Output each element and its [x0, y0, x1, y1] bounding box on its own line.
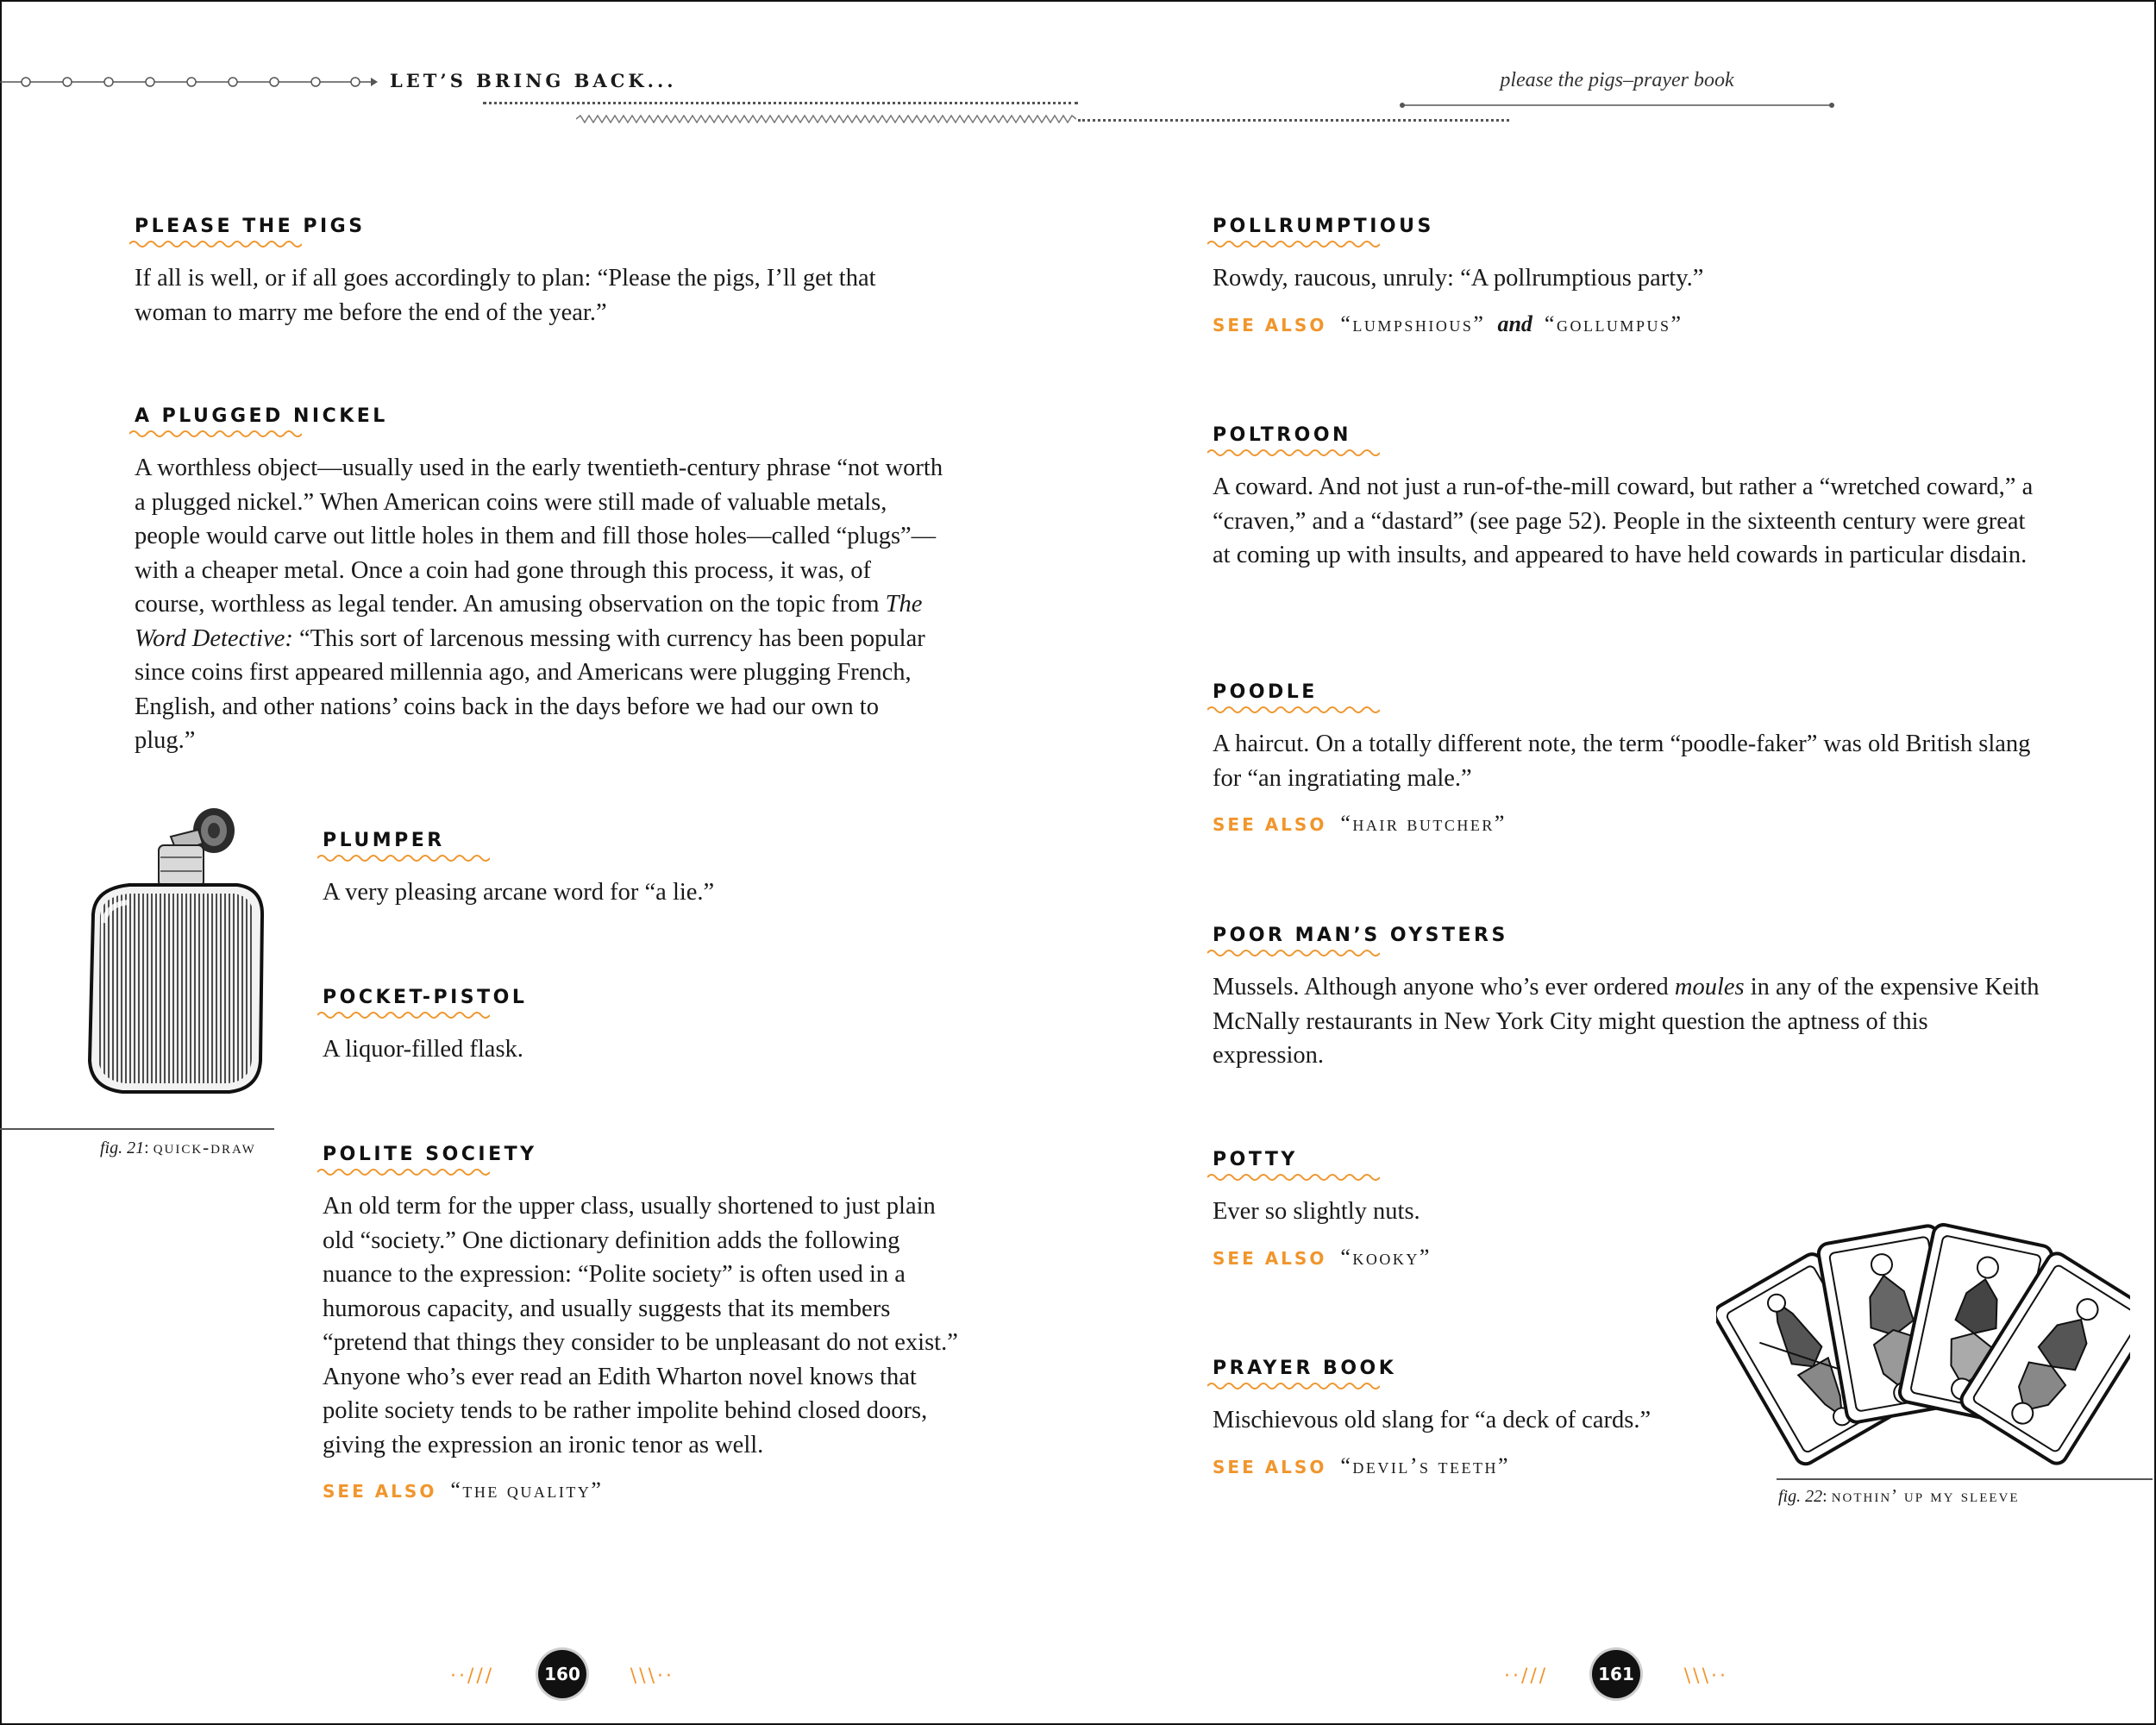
entry-poodle	[1213, 681, 2040, 837]
entry-definition: A worthless object—usually used in the early twentieth-century phrase “not worth a plugged nickel.” When American coins were still made of valuable metals, people would carve out little holes in them and fill those holes—called “plugs”—with a cheaper metal. Once a coin had gone through this process, it was, of course, worthless as legal tender. An amusing observation on the topic from The Word Detective: “This sort of larcenous messing with currency has been popular since coins first appeared millennia ago, and Americans were plugging French, English, and other nations’ coins back in the days before we had our own to plug.”	[135, 455, 943, 754]
entry-definition: A haircut. On a totally different note, the term “poodle-faker” was old British slang for “an ingratiating male.”	[1213, 731, 2031, 792]
see-also-link[interactable]: “the quality”	[450, 1477, 604, 1502]
entry-term: POCKET-PISTOL	[323, 987, 527, 1020]
entry-pocket-pistol	[323, 987, 961, 1067]
entry-a-plugged-nickel	[135, 405, 945, 758]
page-number-badge: 161	[1592, 1650, 1640, 1698]
italic-word: moules	[1674, 974, 1745, 1000]
entry-plumper	[323, 830, 961, 910]
running-head-left: LET’S BRING BACK...	[390, 70, 677, 91]
wavy-underline	[1207, 948, 1380, 958]
chain-ornament	[0, 69, 379, 95]
see-also	[1213, 1245, 1730, 1271]
see-also-link[interactable]: “hair butcher”	[1340, 811, 1507, 836]
entry-definition: A very pleasing arcane word for “a lie.”	[323, 879, 715, 906]
folio-ornament: ··///	[450, 1665, 495, 1687]
see-also-label: SEE ALSO	[1213, 1247, 1327, 1269]
page-number-badge: 160	[538, 1650, 586, 1698]
see-also-label: SEE ALSO	[1213, 1456, 1327, 1477]
entry-term: POODLE	[1213, 681, 1318, 715]
folio-ornament: \\\··	[630, 1665, 674, 1687]
entry-definition: Ever so slightly nuts.	[1213, 1198, 1420, 1225]
entry-definition: Mischievous old slang for “a deck of cards.”	[1213, 1407, 1651, 1433]
folio-ornament: ··///	[1504, 1665, 1549, 1687]
entry-term: A PLUGGED NICKEL	[135, 405, 388, 439]
wavy-underline	[1207, 1172, 1380, 1182]
entry-term: PLEASE THE PIGS	[135, 216, 366, 249]
wavy-underline	[317, 853, 490, 863]
header-dotted-rule-right	[1078, 119, 1509, 122]
wavy-underline	[1207, 1381, 1380, 1391]
see-also-link[interactable]: “devil’s teeth”	[1340, 1452, 1511, 1478]
wavy-underline	[317, 1167, 490, 1177]
entry-term: PRAYER BOOK	[1213, 1358, 1396, 1391]
see-also-label: SEE ALSO	[1213, 814, 1327, 835]
running-head-right: please the pigs–prayer book	[1500, 69, 1734, 91]
entry-please-the-pigs	[135, 216, 945, 329]
wavy-underline	[129, 429, 302, 439]
figure-rule	[1777, 1478, 2153, 1480]
see-also-link[interactable]: “lumpshious”	[1340, 310, 1486, 336]
see-also	[1213, 811, 2040, 837]
source-title: The Word Detective:	[135, 591, 923, 652]
wavy-underline	[1207, 239, 1380, 249]
wavy-underline	[1207, 448, 1380, 458]
entry-definition: Mussels. Although anyone who’s ever ordered moules in any of the expensive Keith McNally restaurants in New York City might question the aptness of this expression.	[1213, 974, 2040, 1069]
see-also-label: SEE ALSO	[323, 1481, 437, 1502]
see-also-link[interactable]: “gollumpus”	[1544, 310, 1683, 336]
see-also	[1213, 311, 2040, 338]
entry-definition: A liquor-filled flask.	[323, 1036, 523, 1063]
entry-term: POTTY	[1213, 1149, 1298, 1182]
figure-caption-22: fig. 22: nothin’ up my sleeve	[1778, 1485, 2020, 1506]
see-also-joiner: and	[1497, 310, 1532, 336]
entry-definition: A coward. And not just a run-of-the-mill coward, but rather a “wretched coward,” a “craven,” and a “dastard” (see page 52). People in the sixteenth century were great at coming up with insults, and appeared to have held cowards in particular disdain.	[1213, 474, 2034, 568]
entry-poor-mans-oysters	[1213, 925, 2040, 1073]
see-also	[1213, 1453, 1730, 1480]
folio-ornament: \\\··	[1683, 1665, 1728, 1687]
entry-term: PLUMPER	[323, 830, 445, 863]
wavy-underline	[317, 1010, 490, 1020]
entry-pollrumptious	[1213, 216, 2040, 338]
page-number-left	[450, 1650, 674, 1702]
header-dotted-rule	[483, 102, 1078, 104]
wavy-underline	[129, 239, 302, 249]
header-zigzag-rule	[576, 115, 1076, 123]
entry-definition: An old term for the upper class, usually shortened to just plain old “society.” One dictionary definition adds the following nuance to the expression: “Polite society” is often used in a humorous capacity, and usually suggests that its members “pretend that things they consider to be unpleasant do not exist.” Anyone who’s ever read an Edith Wharton novel knows that polite society tends to be rather impolite behind closed doors, giving the expression an ironic tenor as well.	[323, 1193, 958, 1458]
figure-caption-21: fig. 21: quick-draw	[100, 1137, 256, 1157]
playing-cards-illustration	[1716, 1182, 2130, 1475]
entry-prayer-book	[1213, 1358, 1730, 1480]
figure-rule	[0, 1128, 274, 1130]
header-right-rule	[1399, 100, 1835, 110]
entry-term: POOR MAN’S OYSTERS	[1213, 925, 1508, 958]
entry-poltroon	[1213, 424, 2040, 573]
entry-potty	[1213, 1149, 1730, 1271]
see-also-label: SEE ALSO	[1213, 314, 1327, 336]
page-number-right	[1504, 1650, 1728, 1702]
entry-term: POLTROON	[1213, 424, 1351, 458]
entry-term: POLITE SOCIETY	[323, 1144, 537, 1177]
entry-definition: If all is well, or if all goes accordingly to plan: “Please the pigs, I’ll get that woman to marry me before the end of the year.”	[135, 265, 876, 326]
wavy-underline	[1207, 705, 1380, 715]
see-also	[323, 1477, 961, 1504]
entry-definition: Rowdy, raucous, unruly: “A pollrumptious party.”	[1213, 265, 1704, 292]
flask-illustration	[69, 802, 276, 1100]
entry-term: POLLRUMPTIOUS	[1213, 216, 1434, 249]
entry-polite-society	[323, 1144, 961, 1504]
see-also-link[interactable]: “kooky”	[1340, 1244, 1432, 1270]
